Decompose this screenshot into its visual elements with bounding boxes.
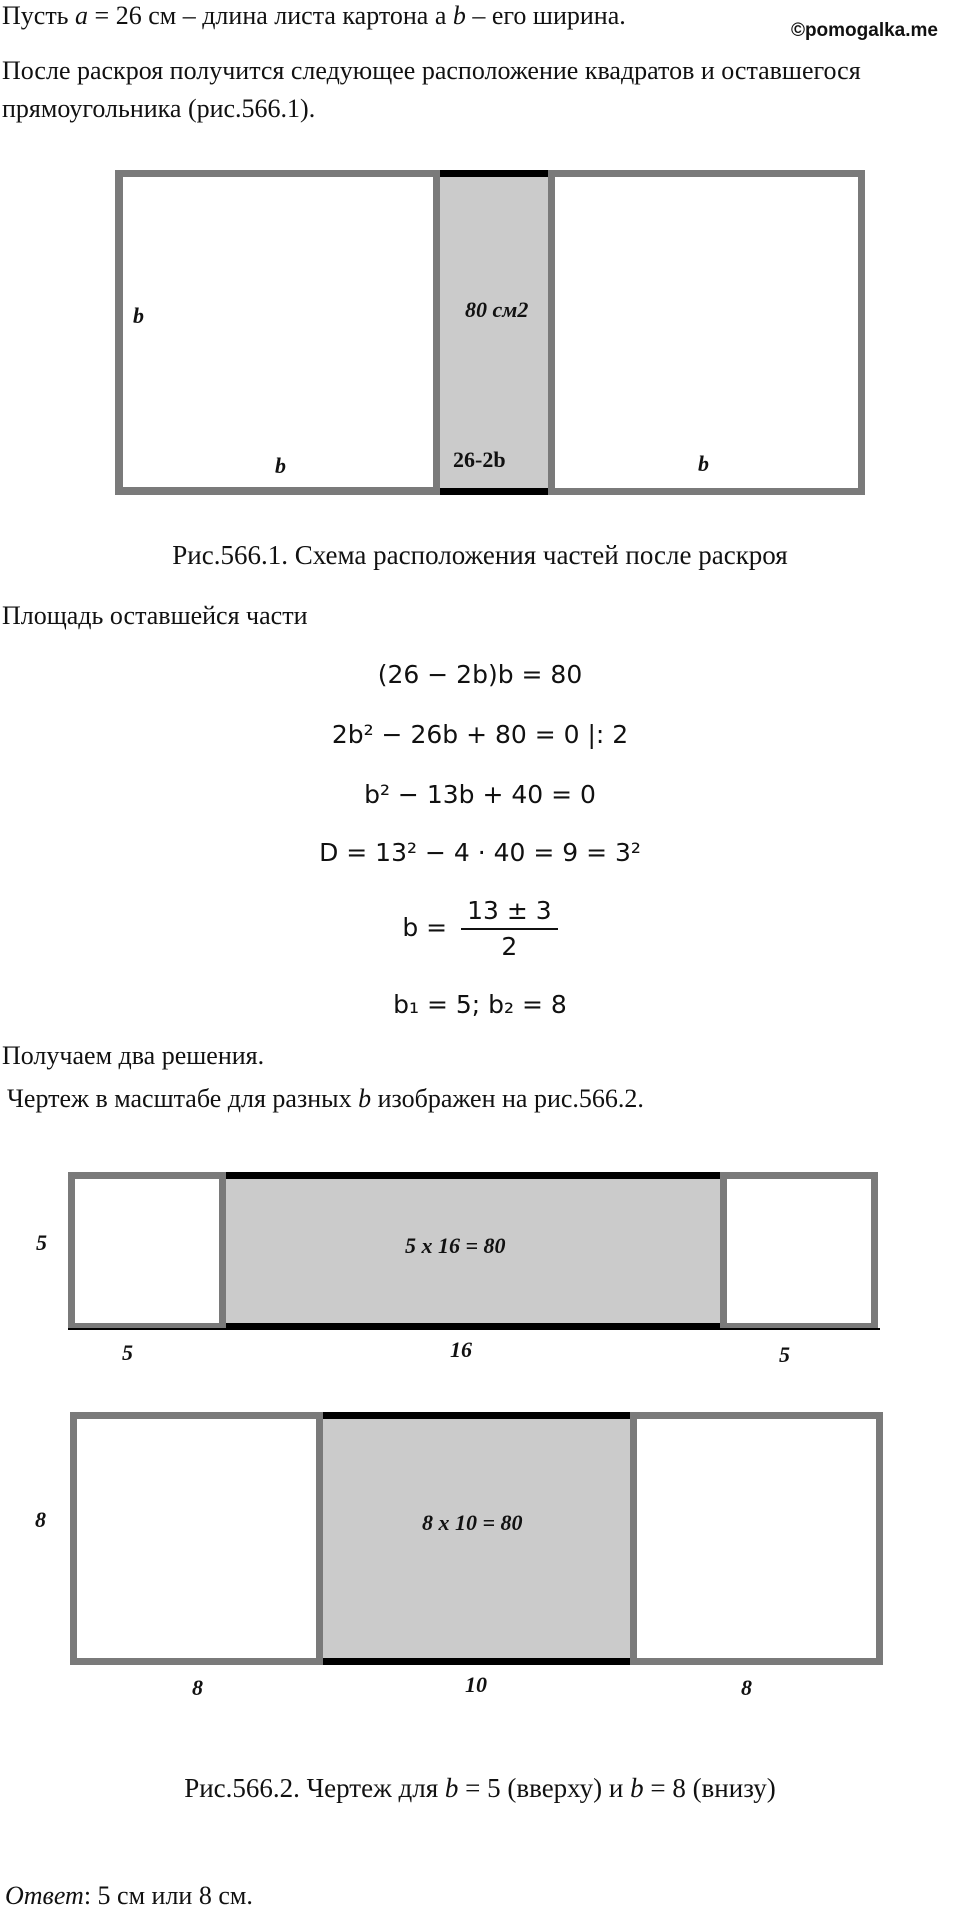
top-baseline (68, 1328, 880, 1330)
top-middle-label: 16 (450, 1337, 472, 1362)
answer-text: : 5 см или 8 см. (83, 1881, 253, 1910)
eq5-lhs: b = (402, 913, 448, 942)
text-segment: = 8 (внизу) (643, 1773, 776, 1803)
fraction (461, 896, 558, 962)
fraction-denominator: 2 (501, 932, 518, 961)
top-right-label: 5 (779, 1342, 790, 1367)
var-b: b (630, 1773, 644, 1803)
bottom-middle-label: 10 (465, 1672, 487, 1697)
bottom-left-label: 8 (192, 1675, 203, 1700)
equation-2: 2b² − 26b + 80 = 0 |: 2 (331, 720, 629, 749)
var-b: b (444, 1773, 459, 1803)
top-side-label: 5 (36, 1230, 47, 1255)
bottom-area-label: 8 x 10 = 80 (422, 1510, 523, 1535)
text-segment: = 26 см – длина листа картона а (88, 1, 453, 30)
left-bottom-label: b (275, 453, 286, 478)
top-left-square (68, 1172, 226, 1330)
top-area-label: 5 x 16 = 80 (405, 1233, 506, 1258)
bottom-left-square (70, 1412, 323, 1665)
var-b: b (452, 1, 466, 30)
text-segment: – его ширина. (465, 1, 626, 30)
left-square (115, 170, 440, 495)
equation-3: b² − 13b + 40 = 0 (364, 780, 596, 809)
var-a: a (75, 1, 89, 30)
equation-1: (26 − 2b)b = 80 (377, 660, 583, 689)
text-segment: Пусть (2, 1, 76, 30)
equation-5 (0, 896, 960, 962)
right-bottom-label: b (698, 451, 709, 476)
right-square (548, 170, 865, 495)
text-segment: изображен на рис.566.2. (371, 1084, 644, 1113)
middle-area-label: 80 см2 (465, 297, 529, 322)
area-text: Площадь оставшейся части (2, 601, 308, 630)
fraction-numerator: 13 ± 3 (461, 896, 558, 930)
bottom-side-label: 8 (35, 1507, 46, 1532)
drawing-text (7, 1083, 644, 1115)
top-left-label: 5 (122, 1340, 133, 1365)
equation-6: b₁ = 5; b₂ = 8 (393, 990, 567, 1019)
two-solutions-text: Получаем два решения. (2, 1041, 265, 1070)
watermark: ©pomogalka.me (790, 20, 938, 41)
bottom-middle-rectangle (323, 1412, 630, 1665)
answer-label: Ответ (5, 1881, 84, 1910)
answer (5, 1880, 253, 1912)
left-side-label: b (133, 303, 144, 328)
equation-4: D = 13² − 4 · 40 = 9 = 3² (319, 838, 641, 867)
var-b: b (358, 1084, 372, 1113)
middle-bottom-label: 26-2b (453, 447, 506, 472)
figure-2-caption (0, 1773, 960, 1804)
bottom-right-label: 8 (741, 1675, 752, 1700)
bottom-right-square (630, 1412, 883, 1665)
text-segment: = 5 (вверху) и (458, 1773, 631, 1803)
intro-line-2: После раскроя получится следующее расположение квадратов и оставшегося (2, 56, 861, 85)
figure-1-caption: Рис.566.1. Схема расположения частей после раскроя (172, 540, 788, 570)
top-right-square (720, 1172, 878, 1330)
intro-line-1 (2, 0, 626, 32)
text-segment: Рис.566.2. Чертеж для (184, 1773, 445, 1803)
intro-line-3: прямоугольника (рис.566.1). (2, 94, 316, 123)
text-segment: Чертеж в масштабе для разных (7, 1084, 359, 1113)
